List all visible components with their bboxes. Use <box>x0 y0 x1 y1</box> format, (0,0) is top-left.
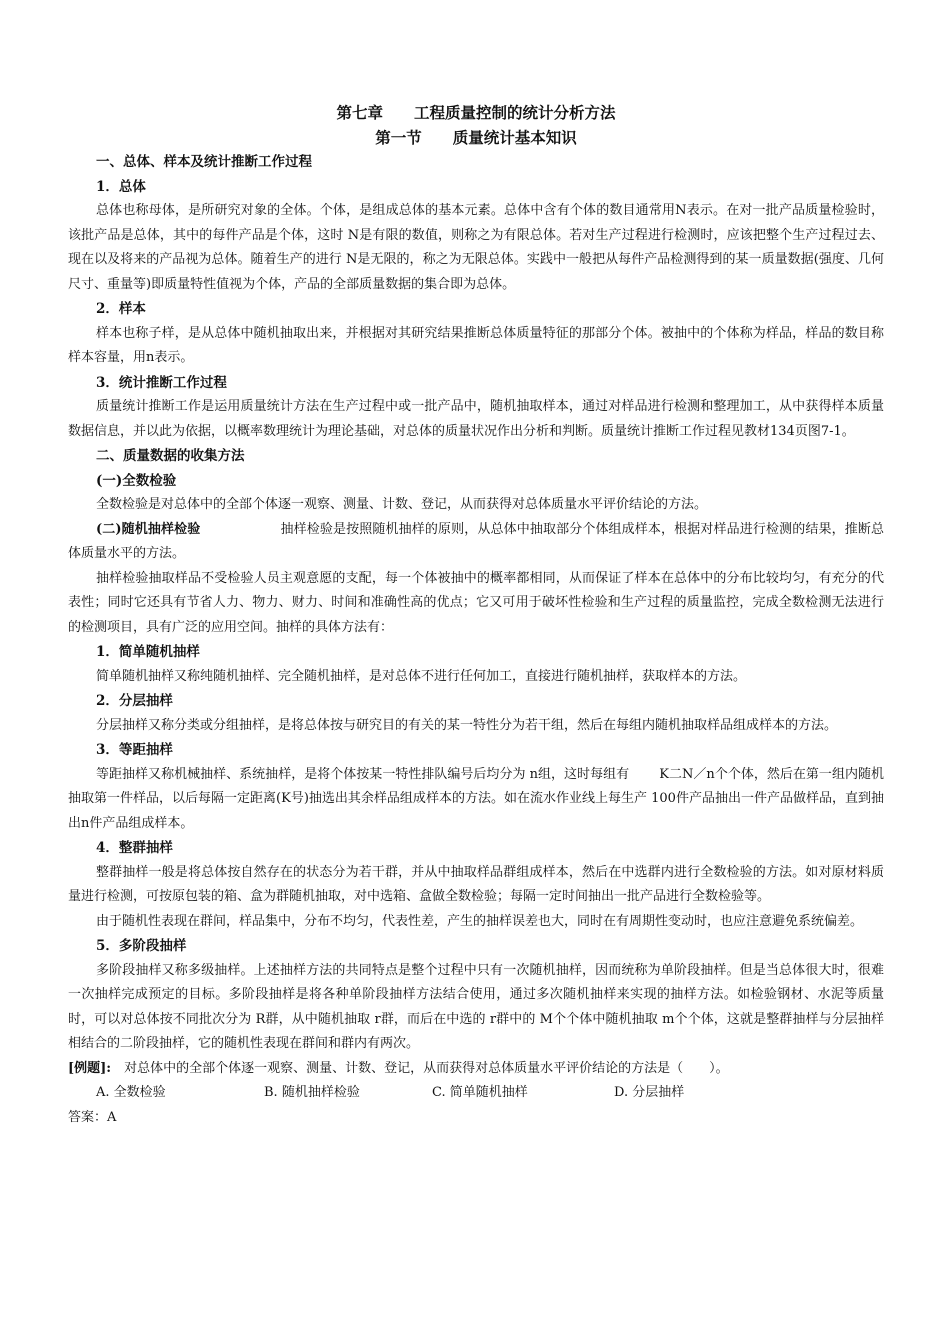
option-d: D. 分层抽样 <box>614 1085 685 1100</box>
paragraph-inference-process: 质量统计推断工作是运用质量统计方法在生产过程中或一批产品中，随机抽取样本，通过对样品进行检测和整理加工，从中获得样本质量数据信息，并以此为依据，以概率数理统计为理论基础，对总体的质量状况作出分析和判断。质量统计推断工作过程见教材134页图7-1。 <box>68 399 884 439</box>
chapter-title: 第七章 工程质量控制的统计分析方法 <box>336 103 616 122</box>
paragraph-full-inspection: 全数检验是对总体中的全部个体逐一观察、测量、计数、登记，从而获得对总体质量水平评价结论的方法。 <box>96 497 708 512</box>
paragraph-random-sampling-advantages: 抽样检验抽取样品不受检验人员主观意愿的支配，每一个体被抽中的概率都相同，从而保证了样本在总体中的分布比较均匀，有充分的代表性；同时它还具有节省人力、物力、财力、时间和准确性高的优点；它又可用于破坏性检验和生产过程的质量监控，完成全数检测无法进行的检测项目，具有广泛的应用空间。抽样的具体方法有： <box>68 570 884 635</box>
subheading-sample: 2．样本 <box>96 301 146 317</box>
paragraph-sample: 样本也称子样，是从总体中随机抽取出来，并根据对其研究结果推断总体质量特征的那部分个体。被抽中的个体称为样品，样品的数目称样本容量，用n表示。 <box>68 325 884 365</box>
paragraph-population: 总体也称母体，是所研究对象的全体。个体，是组成总体的基本元素。总体中含有个体的数目通常用N表示。在对一批产品质量检验时，该批产品是总体，其中的每件产品是个体，这时 N是有限的数值，则称之为有限总体。若对生产过程进行检测时，应该把整个生产过程过去、现在以及将来的产品视为总体。随着生产的进行 N是无限的，称之为无限总体。实践中一般把从每件产品检测得到的某一质量数据(强度、几何尺寸、重量等)即质量特性值视为个体，产品的全部质量数据的集合即为总体。 <box>68 203 884 292</box>
subheading-multistage: 5．多阶段抽样 <box>96 938 187 954</box>
section-title: 第一节 质量统计基本知识 <box>375 128 577 147</box>
option-c: C. 简单随机抽样 <box>432 1085 528 1100</box>
subheading-inference-process: 3．统计推断工作过程 <box>96 374 227 391</box>
subheading-systematic: 3．等距抽样 <box>96 742 173 758</box>
example-options <box>68 1081 884 1106</box>
subheading-simple-random: 1．简单随机抽样 <box>96 644 200 660</box>
example-answer: 答案：A <box>68 1109 117 1125</box>
heading-population-sample: 一、总体、样本及统计推断工作过程 <box>96 154 312 170</box>
example-question <box>68 1057 884 1082</box>
random-sampling-text: 抽样检验是按照随机抽样的原则，从总体中抽取部分个体组成样本，根据对样品进行检测的结果，推断总体质量水平的方法。 <box>68 521 884 561</box>
example-question-text: 对总体中的全部个体逐一观察、测量、计数、登记，从而获得对总体质量水平评价结论的方法是（ ）。 <box>111 1060 729 1076</box>
subheading-stratified: 2．分层抽样 <box>96 693 173 709</box>
paragraph-cluster-note: 由于随机性表现在群间，样品集中，分布不均匀，代表性差，产生的抽样误差也大，同时在有周期性变动时，也应注意避免系统偏差。 <box>96 913 864 929</box>
subheading-cluster: 4．整群抽样 <box>96 840 173 856</box>
paragraph-random-sampling <box>68 518 884 567</box>
subheading-population: 1．总体 <box>96 178 146 195</box>
example-label: [例题]: <box>68 1060 112 1076</box>
paragraph-stratified: 分层抽样又称分类或分组抽样，是将总体按与研究目的有关的某一特性分为若干组，然后在每组内随机抽取样品组成样本的方法。 <box>96 717 838 733</box>
paragraph-multistage: 多阶段抽样又称多级抽样。上述抽样方法的共同特点是整个过程中只有一次随机抽样，因而统称为单阶段抽样。但是当总体很大时，很难一次抽样完成预定的目标。多阶段抽样是将各种单阶段抽样方法结合使用，通过多次随机抽样来实现的抽样方法。如检验钢材、水泥等质量时，可以对总体按不同批次分为 R群，从中随机抽取 r群，而后在中选的 r群中的 M个个体中随机抽取 m个个体，这就是整群抽样与分层抽样相结合的二阶段抽样，它的随机性表现在群间和群内有两次。 <box>68 962 884 1051</box>
subheading-random-sampling: (二)随机抽样检验 <box>96 521 201 537</box>
heading-data-collection: 二、质量数据的收集方法 <box>96 448 245 464</box>
paragraph-simple-random: 简单随机抽样又称纯随机抽样、完全随机抽样，是对总体不进行任何加工，直接进行随机抽样，获取样本的方法。 <box>96 668 747 684</box>
paragraph-systematic: 等距抽样又称机械抽样、系统抽样，是将个体按某一特性排队编号后均分为 n组，这时每组有 K二N／n个个体，然后在第一组内随机抽取第一件样品，以后每隔一定距离(K号)抽选出其余样品组成样本的方法。如在流水作业线上每生产 100件产品抽出一件产品做样品，直到抽出n件产品组成样本。 <box>68 766 884 831</box>
paragraph-cluster: 整群抽样一般是将总体按自然存在的状态分为若干群，并从中抽取样品群组成样本，然后在中选群内进行全数检验的方法。如对原材料质量进行检测，可按原包装的箱、盒为群随机抽取，对中选箱、盒做全数检验；每隔一定时间抽出一批产品进行全数检验等。 <box>68 864 884 904</box>
option-a: A. 全数检验 <box>96 1085 166 1100</box>
document-page <box>68 100 884 1130</box>
option-b: B. 随机抽样检验 <box>264 1085 360 1100</box>
subheading-full-inspection: (一)全数检验 <box>96 472 177 489</box>
